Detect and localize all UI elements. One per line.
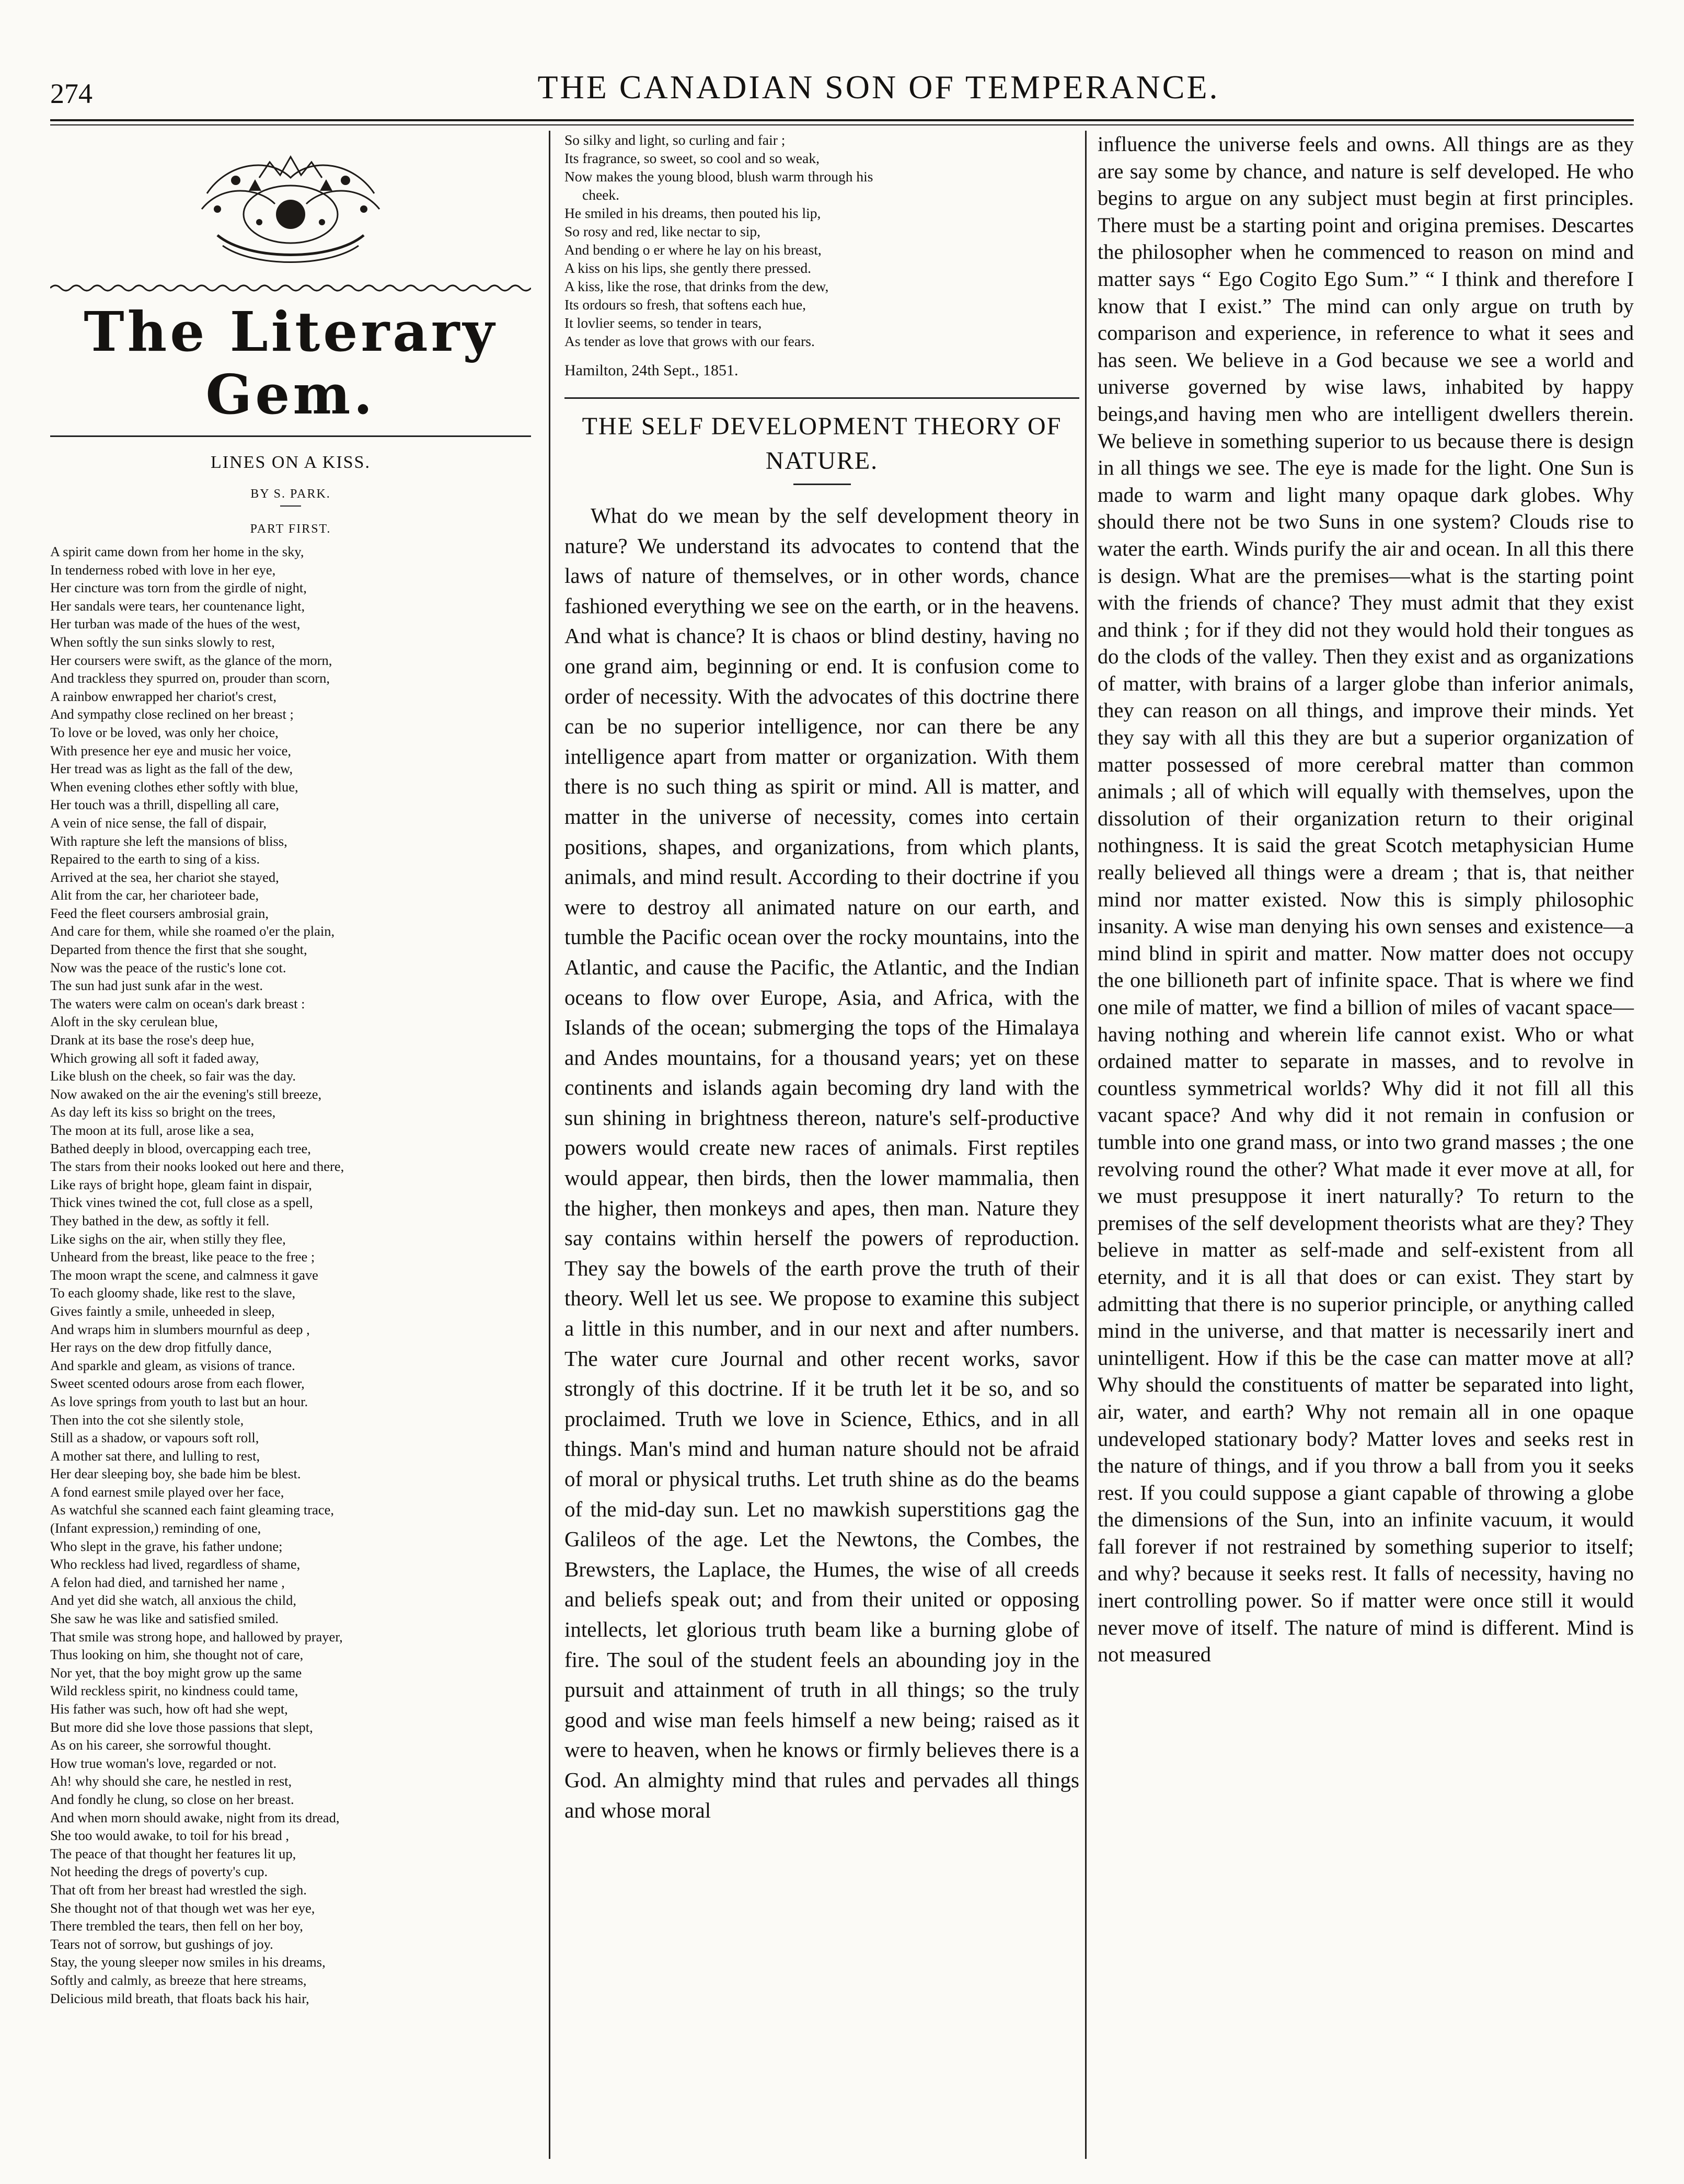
- poem-line: And bending o er where he lay on his breast,: [564, 242, 822, 258]
- poem-line: Arrived at the sea, her chariot she stayed,: [50, 869, 279, 885]
- poem-line: He smiled in his dreams, then pouted his lip,: [564, 205, 821, 221]
- column-divider: [549, 131, 550, 2159]
- poem-line: Thick vines twined the cot, full close as a spell,: [50, 1194, 313, 1211]
- poem-line: Gives faintly a smile, unheeded in sleep,: [50, 1303, 275, 1319]
- poem-line: Softly and calmly, as breeze that here streams,: [50, 1972, 307, 1988]
- poem-line: So rosy and red, like nectar to sip,: [564, 223, 760, 239]
- poem-dateline: Hamilton, 24th Sept., 1851.: [564, 362, 739, 379]
- section-rule: [50, 435, 531, 437]
- poem-line: Her coursers were swift, as the glance of the morn,: [50, 652, 332, 668]
- poem-line: That smile was strong hope, and hallowed by prayer,: [50, 1628, 343, 1645]
- literary-gem-emblem-icon: [50, 131, 531, 277]
- poem-line: A spirit came down from her home in the sky,: [50, 544, 304, 559]
- poem-part: PART FIRST.: [250, 522, 331, 536]
- poem-line: Nor yet, that the boy might grow up the same: [50, 1664, 302, 1681]
- poem-line: The moon wrapt the scene, and calmness it gave: [50, 1267, 318, 1283]
- header-rule: [50, 119, 1634, 121]
- poem-line: Sweet scented odours arose from each flower,: [50, 1375, 305, 1392]
- poem-line: She saw he was like and satisfied smiled.: [50, 1611, 279, 1627]
- poem-line: Her touch was a thrill, dispelling all care,: [50, 797, 279, 813]
- poem-line: Departed from thence the first that she sought,: [50, 941, 307, 958]
- poem-line: Which growing all soft it faded away,: [50, 1050, 259, 1066]
- poem-line: Delicious mild breath, that floats back his hair,: [50, 1990, 309, 2006]
- column-divider: [1085, 131, 1087, 2159]
- poem-line: The sun had just sunk afar in the west.: [50, 978, 263, 994]
- poem-line: She thought not of that though wet was her eye,: [50, 1900, 315, 1916]
- poem-line: A kiss, like the rose, that drinks from the dew,: [564, 278, 829, 294]
- short-rule: [280, 505, 301, 507]
- poem-line: There trembled the tears, then fell on her boy,: [50, 1918, 303, 1934]
- poem-line: Her turban was made of the hues of the west,: [50, 616, 301, 632]
- poem-line: With rapture she left the mansions of bliss,: [50, 833, 287, 849]
- column-1: [50, 131, 531, 2007]
- poem-line: So silky and light, so curling and fair ;: [564, 132, 786, 148]
- poem-line: How true woman's love, regarded or not.: [50, 1755, 277, 1771]
- column-2: [564, 131, 1079, 1825]
- poem-line: A rainbow enwrapped her chariot's crest,: [50, 688, 277, 704]
- poem-line: Her dear sleeping boy, she bade him be blest.: [50, 1466, 301, 1482]
- poem-line: A vein of nice sense, the fall of dispair,: [50, 814, 267, 831]
- poem-line: Like rays of bright hope, gleam faint in dispair,: [50, 1176, 312, 1192]
- page-number: 274: [50, 78, 93, 109]
- poem-line: Who reckless had lived, regardless of shame,: [50, 1556, 301, 1572]
- poem-line: Feed the fleet coursers ambrosial grain,: [50, 905, 269, 921]
- poem-line: And yet did she watch, all anxious the child,: [50, 1592, 297, 1608]
- article-body-col3: influence the universe feels and owns. All things are as they are say some by chance, and nature is self developed. He who begins to argue on any subject must begin at first principles. There must be a starting point and origina premises. Descartes the philosopher when he commenced to reason on mind and matter says “ Ego Cogito Ego Sum.” “ I think and therefore I know that I exist.” The mind can only argue on truth by comparison and experience, in reference to what it sees and has seen. We believe in a God because we see a world and universe governed by wise laws, inhabited by happy beings,and having men who are intelligent dwellers therein. We believe in something superior to us because there is design in all things we see. The eye is made for the light. One Sun is made to warm and light many opaque dark globes. Why should there not be two Suns in one system? Clouds rise to water the earth. Winds purify the air and ocean. In all this there is design. What are the premises—what is the starting point with the friends of chance? They must admit that they exist and think ; for if they did not they would hold their tongues as do the clods of the valley. Then they exist and as organizations of matter, with brains of a larger globe than inferior animals, they can reason on all things, and improve their minds. Yet they say with all this they are but a superior organization of matter possessed of more cerebral matter than common animals ; all of which will equally with themselves, upon the dissolution of their organization return to their original nothingness. It is said the great Scotch metaphysician Hume really believed all things were a dream ; that is, that neither mind nor matter existed. Now this is simply philosophic insanity. A wise man denying his own senses and existence—a mind blind in spirit and matter. Now matter does not occupy the one billioneth part of infinite space. That is where we find one mile of matter, we find a billion of miles of vacant space—having nothing and wherein life cannot exist. Who or what ordained matter to separate in masses, and to revolve in countless symmetrical worlds? Why did it not fill all this vacant space? And why did it not remain in confusion or tumble into one grand mass, or into two grand masses ; the one revolving round the other? What made it ever move at all, for we must presuppose it inert naturally? To return to the premises of the self development theorists what are they? They believe in matter as self-made and self-existent from all eternity, and it is all that does or can exist. They start by admitting that there is no superior principle, or anything called mind in the universe, and that matter is necessarily inert and unintelligent. How if this be the case can matter move at all? Why should the constituents of matter be separated into light, air, water, and earth? Why not remain all in one opaque undeveloped stationary body? Matter loves and seeks rest in the nature of things, and if you throw a ball from you it seeks rest. If you could suppose a giant capable of throwing a globe the dimensions of the Sun, into an infinite vacuum, it would fall forever if not restrained by something superior to itself; and why? because it seeks rest. It falls of necessity, having no inert controlling power. So if matter were once still it would never move of itself. The nature of mind is different. Mind is not measured: [1098, 132, 1634, 1666]
- poem-line: As day left its kiss so bright on the trees,: [50, 1104, 276, 1120]
- poem-line: But more did she love those passions that slept,: [50, 1719, 313, 1735]
- poem-line: The moon at its full, arose like a sea,: [50, 1122, 255, 1138]
- poem-author: BY S. PARK.: [250, 487, 331, 501]
- poem-line: Aloft in the sky cerulean blue,: [50, 1014, 218, 1030]
- poem-line: The waters were calm on ocean's dark breast :: [50, 995, 305, 1011]
- poem-line: Bathed deeply in blood, overcapping each tree,: [50, 1140, 311, 1156]
- poem-line: And sparkle and gleam, as visions of trance.: [50, 1357, 295, 1373]
- poem-line: (Infant expression,) reminding of one,: [50, 1520, 261, 1536]
- poem-line: Still as a shadow, or vapours soft roll,: [50, 1430, 259, 1446]
- poem-line: And sympathy close reclined on her breast ;: [50, 706, 294, 722]
- poem-line: Who slept in the grave, his father undone;: [50, 1538, 283, 1554]
- poem-line: Now awaked on the air the evening's still breeze,: [50, 1086, 322, 1102]
- poem-line: And fondly he clung, so close on her breast.: [50, 1791, 294, 1807]
- poem-line: The stars from their nooks looked out here and there,: [50, 1158, 344, 1175]
- poem-line: They bathed in the dew, as softly it fell.: [50, 1212, 270, 1228]
- poem-line: Repaired to the earth to sing of a kiss.: [50, 851, 260, 867]
- poem-line: And when morn should awake, night from its dread,: [50, 1809, 340, 1825]
- poem-line: A felon had died, and tarnished her name ,: [50, 1574, 285, 1590]
- poem-line: And wraps him in slumbers mournful as deep ,: [50, 1321, 310, 1337]
- poem-line: As tender as love that grows with our fears.: [564, 333, 815, 349]
- poem-line: A fond earnest smile played over her face,: [50, 1484, 284, 1500]
- poem-line: Unheard from the breast, like peace to the free ;: [50, 1249, 315, 1265]
- poem-line: With presence her eye and music her voice,: [50, 742, 292, 758]
- section-title: The Literary Gem.: [84, 300, 498, 427]
- poem-lines-col2: [564, 131, 1079, 350]
- poem-line: That oft from her breast had wrestled the sigh.: [50, 1881, 307, 1898]
- poem-line: Thus looking on him, she thought not of care,: [50, 1647, 304, 1663]
- running-title: THE CANADIAN SON OF TEMPERANCE.: [537, 68, 1220, 106]
- poem-line: Like blush on the cheek, so fair was the day.: [50, 1068, 296, 1084]
- poem-line: Her cincture was torn from the girdle of night,: [50, 580, 307, 596]
- poem-line: Alit from the car, her charioteer bade,: [50, 887, 259, 903]
- poem-line: Not heeding the dregs of poverty's cup.: [50, 1864, 268, 1880]
- article-title: THE SELF DEVELOPMENT THEORY OF NATURE.: [582, 412, 1062, 475]
- poem-line: To each gloomy shade, like rest to the slave,: [50, 1285, 296, 1301]
- poem-line: His father was such, how oft had she wept,: [50, 1701, 288, 1717]
- poem-line: To love or be loved, was only her choice,: [50, 724, 279, 740]
- article-rule: [564, 397, 1079, 399]
- poem-line: Stay, the young sleeper now smiles in his dreams,: [50, 1954, 326, 1970]
- poem-line: A mother sat there, and lulling to rest,: [50, 1447, 260, 1464]
- header-rule-thin: [50, 124, 1634, 125]
- poem-line: Ah! why should she care, he nestled in rest,: [50, 1773, 292, 1789]
- column-3: [1098, 131, 1634, 1668]
- poem-line: A kiss on his lips, she gently there pressed.: [564, 260, 812, 276]
- poem-line: As love springs from youth to last but an hour.: [50, 1393, 308, 1409]
- poem-line: She too would awake, to toil for his bread ,: [50, 1827, 290, 1844]
- wavy-rule-icon: [50, 280, 531, 296]
- poem-line: It lovlier seems, so tender in tears,: [564, 315, 762, 331]
- poem-line: And care for them, while she roamed o'er the plain,: [50, 923, 335, 939]
- poem-line: As watchful she scanned each faint gleaming trace,: [50, 1502, 335, 1518]
- poem-line: Her rays on the dew drop fitfully dance,: [50, 1339, 272, 1355]
- poem-line: When evening clothes ether softly with blue,: [50, 778, 298, 795]
- short-rule: [793, 484, 851, 485]
- poem-line: Her tread was as light as the fall of the dew,: [50, 761, 293, 777]
- poem-title: LINES ON A KISS.: [211, 453, 371, 472]
- poem-line: Its fragrance, so sweet, so cool and so weak,: [564, 150, 820, 166]
- poem-line: Wild reckless spirit, no kindness could tame,: [50, 1683, 298, 1699]
- article-body-col2: What do we mean by the self development theory in nature? We understand its advocates to contend that the laws of nature of themselves, or in other words, chance fashioned everything we see on the earth, or in the heavens. And what is chance? It is chaos or blind destiny, having no one grand aim, beginning or end. It is confusion come to order of necessity. With the advocates of this doctrine there can be no superior intelligence, nor can there be any intelligence apart from matter or organization. With them there is no such thing as spirit or mind. All is matter, and matter in the universe of necessity, comes into certain positions, shapes, and organizations, from which plants, animals, and mind result. According to their doctrine if you were to destroy all animated nature on our earth, and tumble the Pacific ocean over the rocky mountains, into the Atlantic, and cause the Pacific, the Atlantic, and the Indian oceans to flow over Europe, Asia, and Africa, with the Islands of the ocean; submerging the tops of the Himalaya and Andes mountains, for a thousand years; yet on these continents and islands again becoming dry land with the sun shining in brightness thereon, nature's self-productive powers would create new races of animals. First reptiles would appear, then birds, then the lower mammalia, then the higher, then monkeys and apes, then man. Nature they say contains within herself the powers of reproduction. They say the bowels of the earth prove the truth of their theory. Well let us see. We propose to examine this subject a little in this number, and in our next and after numbers. The water cure Journal and other recent works, savor strongly of this doctrine. If it be truth let it be so, and so proclaimed. Truth we love in Science, Ethics, and in all things. Man's mind and human nature should not be afraid of moral or physical truths. Let truth shine as do the beams of the mid-day sun. Let no mawkish superstitions gag the Galileos of the age. Let the Newtons, the Combes, the Brewsters, the Laplace, the Humes, the wise of all creeds and beliefs speak out; and from their united or opposing intellects, let glorious truth beam like a burning globe of fire. The soul of the student feels an abounding joy in the pursuit and attainment of truth in all things; so the truly good and wise man feels himself a new being; raised as it were to heaven, when he knows or firmly believes there is a God. An almighty mind that rules and pervades all things and whose moral: [564, 503, 1079, 1822]
- poem-line: Tears not of sorrow, but gushings of joy.: [50, 1936, 273, 1952]
- poem-line: Drank at its base the rose's deep hue,: [50, 1032, 255, 1048]
- poem-line: Now was the peace of the rustic's lone cot.: [50, 959, 286, 975]
- poem-line: cheek.: [582, 187, 619, 203]
- poem-lines-col1: [50, 543, 531, 2007]
- poem-line: Now makes the young blood, blush warm through his: [564, 168, 873, 185]
- poem-line: In tenderness robed with love in her eye,: [50, 561, 276, 578]
- poem-line: When softly the sun sinks slowly to rest,: [50, 634, 275, 650]
- poem-line: Then into the cot she silently stole,: [50, 1411, 244, 1428]
- poem-line: Its ordours so fresh, that softens each hue,: [564, 296, 806, 313]
- poem-line: Her sandals were tears, her countenance light,: [50, 597, 305, 614]
- poem-line: And trackless they spurred on, prouder than scorn,: [50, 670, 330, 686]
- poem-line: The peace of that thought her features lit up,: [50, 1845, 296, 1861]
- poem-line: Like sighs on the air, when stilly they flee,: [50, 1231, 286, 1247]
- poem-line: As on his career, she sorrowful thought.: [50, 1737, 271, 1753]
